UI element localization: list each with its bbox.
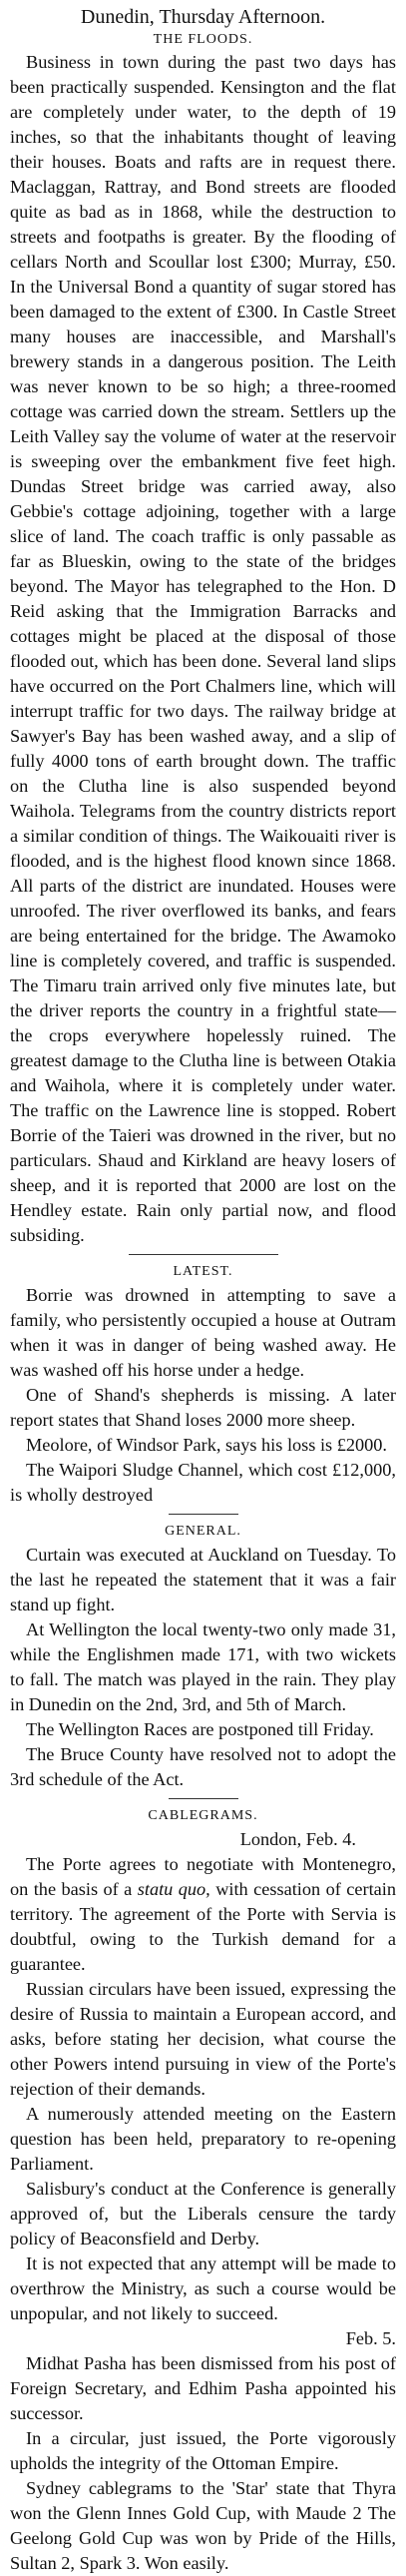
section-heading-cablegrams: CABLEGRAMS.: [148, 1808, 258, 1823]
latest-paragraph: One of Shand's shepherds is missing. A later report states that Shand loses 2000 more sheep.: [10, 1385, 396, 1430]
cablegram-dateline-2: Feb. 5.: [345, 2328, 396, 2348]
latest-paragraph: Meolore, of Windsor Park, says his loss is £2000.: [26, 1435, 388, 1455]
cablegram-paragraph: Russian circulars have been issued, expressing the desire of Russia to maintain a European accord, and asks, before stating her decision, what course the other Powers intend pursuing in view of the Porte's rejection of their demands.: [10, 1979, 396, 2099]
general-paragraph: The Wellington Races are postponed till Friday.: [26, 1719, 374, 1739]
cablegram-paragraph: Salisbury's conduct at the Conference is generally approved of, but the Liberals censure the tardy policy of Beaconsfield and Derby.: [10, 2179, 396, 2249]
cablegram-paragraph: [10, 1852, 396, 1977]
cablegram-text: with cessation of certain territory. The agreement of the Porte with Servia is doubtful, owing to the Turkish demand for a guarantee.: [10, 1879, 396, 1974]
cablegram-paragraph: It is not expected that any attempt will be made to overthrow the Ministry, as such a course would be unpopular, and not likely to succeed.: [10, 2254, 396, 2323]
section-divider: [169, 1514, 238, 1515]
dateline: Dunedin, Thursday Afternoon.: [80, 6, 326, 28]
cablegram-italic-text: statu quo,: [137, 1879, 210, 1899]
latest-paragraph: The Waipori Sludge Channel, which cost £12,000, is wholly destroyed: [10, 1460, 396, 1505]
general-paragraph: At Wellington the local twenty-two only made 31, while the Englishmen made 171, with two wickets to fall. The match was played in the rain. They play in Dunedin on the 2nd, 3rd, and 5th of March.: [10, 1619, 396, 1714]
section-heading-latest: LATEST.: [173, 1264, 233, 1279]
floods-paragraph: Business in town during the past two days has been practically suspended. Kensington and the flat are completely under water, to the depth of 19 inches, so that the inhabitants thought of leaving their houses. Boats and rafts are in request there. Maclaggan, Rattray, and Bond streets are flooded quite as bad as in 1868, while the destruction to streets and footpaths is greater. By the flooding of cellars North and Scoullar lost £300; Murray, £50. In the Universal Bond a quantity of sugar stored has been damaged to the extent of £300. In Castle Street many houses are inaccessible, and Marshall's brewery stands in a dangerous position. The Leith was never known to be so high; a three-roomed cottage was carried down the stream. Settlers up the Leith Valley say the volume of water at the reservoir is sweeping over the embankment five feet high. Dundas Street bridge was carried away, also Gebbie's cottage adjoining, together with a large slice of land. The coach traffic is only passable as far as Blueskin, owing to the state of the bridges beyond. The Mayor has telegraphed to the Hon. D Reid asking that the Immigration Barracks and cottages might be placed at the disposal of those flooded out, which has been done. Several land slips have occurred on the Port Chalmers line, which will interrupt traffic for two days. The railway bridge at Sawyer's Bay has been washed away, and a slip of fully 4000 tons of earth brought down. The traffic on the Clutha line is also suspended beyond Waihola. Telegrams from the country districts report a similar condition of things. The Waikouaiti river is flooded, and is the highest flood known since 1868. All parts of the district are inundated. Houses were unroofed. The river overflowed its banks, and fears are being entertained for the bridge. The Awamoko line is completely covered, and traffic is suspended. The Timaru train arrived only five minutes late, but the driver reports the country in a frightful state—the crops everywhere hopelessly ruined. The greatest damage to the Clutha line is between Otakia and Waihola, where it is completely under water. The traffic on the Lawrence line is stopped. Robert Borrie of the Taieri was drowned in the river, but no particulars. Shaud and Kirkland are heavy losers of sheep, and it is reported that 2000 are lost on the Hendley estate. Rain only partial now, and flood subsiding.: [10, 52, 396, 1245]
section-heading-general: GENERAL.: [165, 1524, 241, 1539]
cablegram-text: The Porte agrees to negotiate with Montenegro, on the basis of a: [10, 1854, 396, 1899]
section-divider: [169, 1798, 238, 1799]
general-paragraph: Curtain was executed at Auckland on Tuesday. To the last he repeated the statement that it was a fair stand up fight.: [10, 1545, 396, 1614]
section-divider: [129, 1254, 278, 1255]
cablegram-paragraph: A numerously attended meeting on the Eastern question has been held, preparatory to re-opening Parliament.: [10, 2104, 396, 2174]
cablegram-paragraph: Sydney cablegrams to the 'Star' state that Thyra won the Glenn Innes Gold Cup, with Maude 2 The Geelong Gold Cup was won by Pride of the Hills, Sultan 2, Spark 3. Won easily.: [10, 2478, 396, 2573]
latest-paragraph: Borrie was drowned in attempting to save a family, who persistently occupied a house at Outram when it was in danger of being washed away. He was washed off his horse under a hedge.: [10, 1285, 396, 1380]
general-paragraph: The Bruce County have resolved not to adopt the 3rd schedule of the Act.: [10, 1744, 396, 1789]
section-heading-floods: THE FLOODS.: [153, 32, 253, 47]
cablegram-paragraph: In a circular, just issued, the Porte vigorously upholds the integrity of the Ottoman Empire.: [10, 2428, 396, 2473]
cablegram-dateline: London, Feb. 4.: [239, 1829, 356, 1849]
cablegram-paragraph: Midhat Pasha has been dismissed from his post of Foreign Secretary, and Edhim Pasha appointed his successor.: [10, 2353, 396, 2423]
